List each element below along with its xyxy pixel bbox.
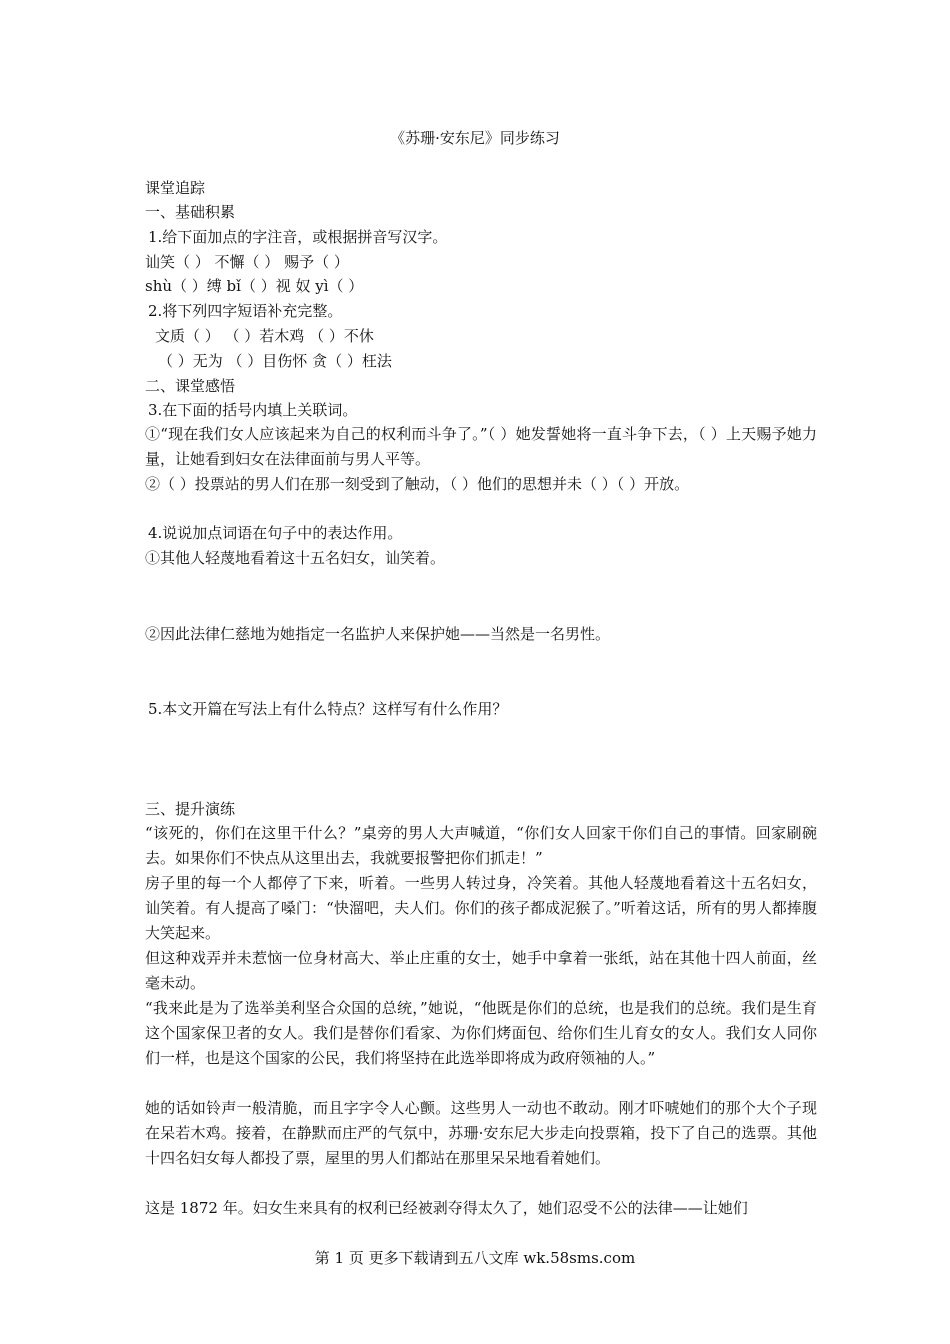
passage-paragraph: “该死的，你们在这里干什么？”桌旁的男人大声喊道，“你们女人回家干你们自己的事情。回家刷碗去。如果你们不快点从这里出去，我就要报警把你们抓走！”	[145, 824, 817, 867]
passage-paragraph: “我来此是为了选举美利坚合众国的总统，”她说，“他既是你们的总统，也是我们的总统。我们是生育这个国家保卫者的女人。我们是替你们看家、为你们烤面包、给你们生儿育女的女人。我们女人同你们一样，也是这个国家的公民，我们将坚持在此选举即将成为政府领袖的人。”	[145, 999, 817, 1067]
question-5: 5.本文开篇在写法上有什么特点？这样写有什么作用？	[148, 700, 508, 718]
question-3: 3.在下面的括号内填上关联词。	[148, 401, 358, 419]
page-footer: 第 1 页 更多下载请到五八文库 wk.58sms.com	[314, 1249, 636, 1267]
q2-line-1: 文质（ ） （ ）若木鸡 （ ）不休	[155, 327, 374, 345]
part1-heading: 一、基础积累	[145, 203, 236, 221]
question-4: 4.说说加点词语在句子中的表达作用。	[148, 524, 403, 542]
q1-line-1: 讪笑（ ） 不懈（ ） 赐予（ ）	[145, 253, 349, 271]
passage-paragraph: 她的话如铃声一般清脆，而且字字令人心颤。这些男人一动也不敢动。刚才吓唬她们的那个大个子现在呆若木鸡。接着，在静默而庄严的气氛中，苏珊·安东尼大步走向投票箱，投下了自己的选票。其他十四名妇女每人都投了票，屋里的男人们都站在那里呆呆地看着她们。	[145, 1099, 817, 1167]
page-title: 《苏珊·安东尼》同步练习	[390, 129, 560, 147]
part3-heading: 三、提升演练	[145, 800, 236, 818]
question-1: 1.给下面加点的字注音，或根据拼音写汉字。	[148, 228, 448, 246]
passage-paragraph: 但这种戏弄并未惹恼一位身材高大、举止庄重的女士，她手中拿着一张纸，站在其他十四人前面，丝毫未动。	[145, 949, 817, 992]
q3-item-1: ①“现在我们女人应该起来为自己的权利而斗争了。”（ ）她发誓她将一直斗争下去，（ ）上天赐予她力量，让她看到妇女在法律面前与男人平等。	[145, 425, 817, 468]
part2-heading: 二、课堂感悟	[145, 377, 236, 395]
q4-item-2: ②因此法律仁慈地为她指定一名监护人来保护她——当然是一名男性。	[145, 625, 611, 643]
question-2: 2.将下列四字短语补充完整。	[148, 302, 343, 320]
q2-line-2: （ ）无为 （ ）目伤怀 贪（ ）枉法	[158, 352, 392, 370]
section-heading: 课堂追踪	[145, 179, 206, 197]
q1-line-2: shù（ ）缚 bǐ（ ）视 奴 yì（ ）	[145, 277, 364, 295]
q3-item-2: ②（ ）投票站的男人们在那一刻受到了触动，（ ）他们的思想并未（ ）（ ）开放。	[145, 475, 690, 493]
q4-item-1: ①其他人轻蔑地看着这十五名妇女，讪笑着。	[145, 549, 446, 567]
passage-paragraph: 房子里的每一个人都停了下来，听着。一些男人转过身，冷笑着。其他人轻蔑地看着这十五名妇女，讪笑着。有人提高了嗓门：“快溜吧，夫人们。你们的孩子都成泥猴了。”听着这话，所有的男人都捧腹大笑起来。	[145, 874, 817, 942]
passage-paragraph: 这是 1872 年。妇女生来具有的权利已经被剥夺得太久了，她们忍受不公的法律——让她们	[145, 1199, 748, 1217]
